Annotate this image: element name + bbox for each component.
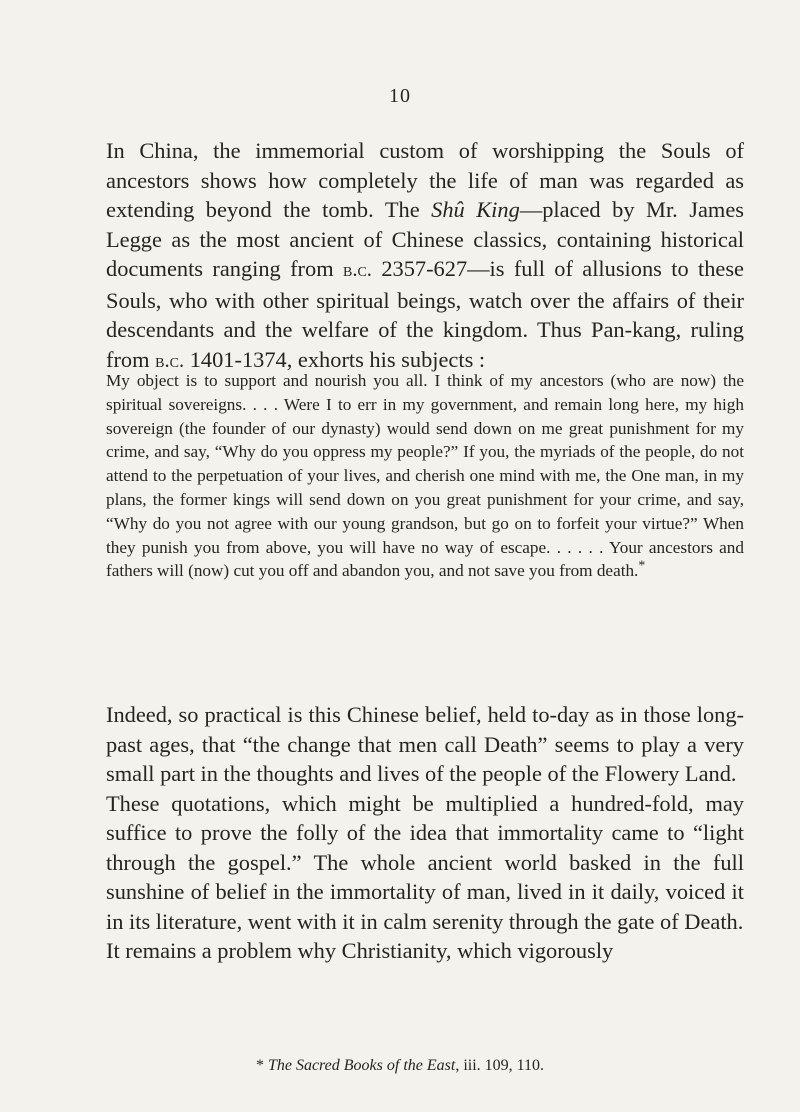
bc-abbreviation: b.c. bbox=[155, 349, 185, 372]
para2-problem: It remains a problem why Christianity, which vigorously bbox=[106, 938, 614, 963]
page-number: 10 bbox=[389, 85, 411, 107]
para1-range1: 2357-627—is full of allusions to these Souls, who with other spiritual beings, watch over the affairs of their descendants and the welfare of the kingdom. Thus Pan-kang, ruling from bbox=[106, 256, 744, 372]
footnote-book-title: The Sacred Books of the East bbox=[267, 1057, 456, 1074]
quotation-text: My object is to support and nourish you all. I think of my ancestors (who are now) the spiritual sovereigns. . . . Were I to err in my government, and remain long here, my high sovereign (the founder of our dynasty) would send down on me great punishment for my crime, and say, “Why do you oppress my people?” If you, the myriads of the people, do not attend to the perpetuation of your lives, and cherish one mind with me, the One man, in my plans, the former kings will send down on you great punishment for your crime, and say, “Why do you not agree with our young grandson, but go on to forfeit your virtue?” When they punish you from above, you will have no way of escape. . . . . . Your ancestors and fathers will (now) cut you off and abandon you, and not save you from death. bbox=[106, 371, 744, 581]
paragraph-china-ancestor-worship bbox=[106, 136, 744, 376]
footnote-reference: , iii. 109, 110. bbox=[455, 1057, 545, 1074]
shu-king-title: Shû King bbox=[431, 197, 520, 222]
footnote bbox=[0, 1056, 800, 1076]
para1-middle: —placed by Mr. James Legge as the most ancient of Chinese classics, containing historical documents ranging from bbox=[106, 197, 744, 281]
para2-indeed: Indeed, so practical is this Chinese belief, held to-day as in those long-past ages, that “the change that men call Death” seems to play a very small part in the thoughts and lives of the people of the Flowery Land. bbox=[106, 702, 744, 786]
paragraph-practical-belief bbox=[106, 700, 744, 966]
para1-range2: 1401-1374, exhorts his subjects : bbox=[184, 346, 486, 372]
para2-quotations: These quotations, which might be multiplied a hundred-fold, may suffice to prove the folly of the idea that immortality came to “light through the gospel.” The whole ancient world basked in the full sunshine of belief in the immortality of man, lived in it daily, voiced it in its literature, went with it in calm serenity through the gate of Death. bbox=[106, 790, 744, 934]
bc-abbreviation: b.c. bbox=[342, 259, 372, 281]
footnote-mark: * bbox=[255, 1057, 264, 1074]
para1-lead: In China, the immemorial custom of worshipping the Souls of ancestors shows how completely the life of man was regarded as extending beyond the tomb. The bbox=[106, 138, 744, 222]
footnote-reference-mark: * bbox=[638, 557, 646, 573]
pan-kang-quotation bbox=[106, 369, 744, 583]
